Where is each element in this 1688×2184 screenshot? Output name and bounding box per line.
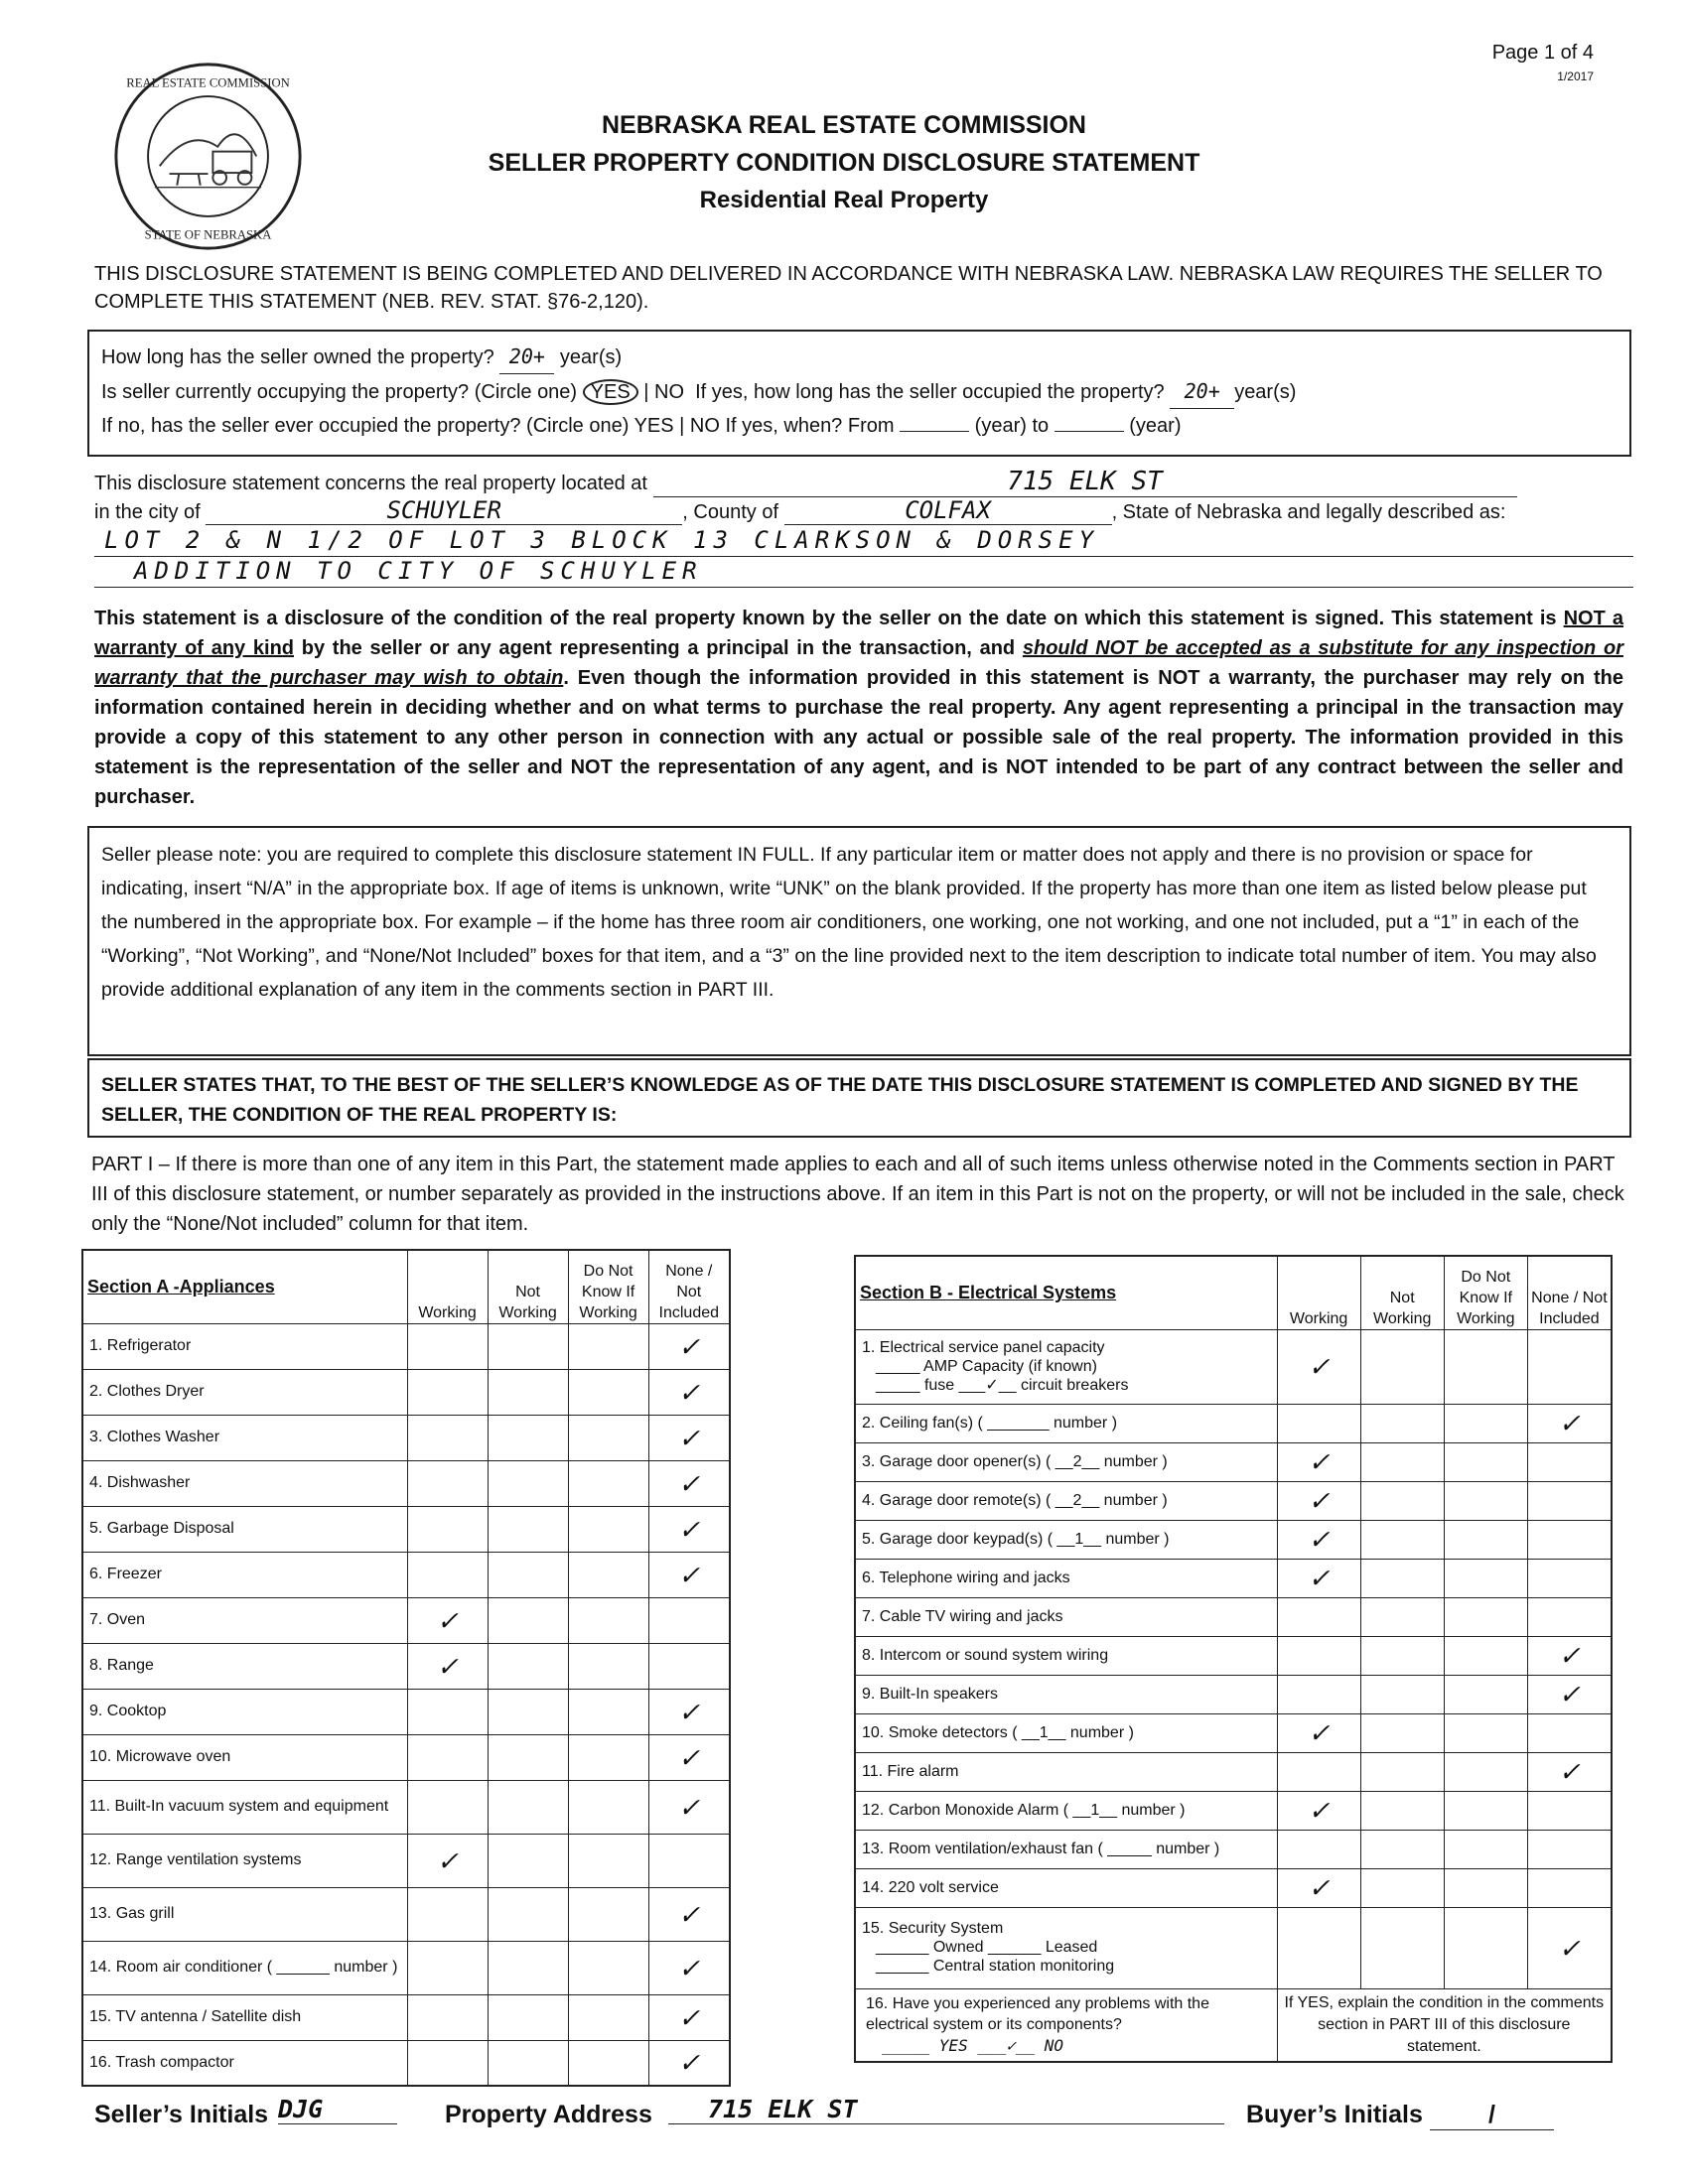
checkbox-cell[interactable] [488, 1597, 568, 1643]
checkbox-cell[interactable] [407, 2040, 488, 2086]
col-do-not-know: Do Not Know If Working [1444, 1256, 1527, 1329]
item-label: 8. Intercom or sound system wiring [855, 1636, 1277, 1675]
checkbox-cell[interactable] [488, 1369, 568, 1415]
checkbox-cell[interactable] [1527, 1559, 1612, 1597]
item-label: 6. Telephone wiring and jacks [855, 1559, 1277, 1597]
checkbox-cell[interactable]: ✓ [407, 1834, 488, 1887]
form-subtitle: Residential Real Property [699, 187, 989, 213]
item-label: 3. Garage door opener(s) ( __2__ number ) [855, 1442, 1277, 1481]
checkbox-cell[interactable]: ✓ [648, 1780, 730, 1834]
section-a-appliances-table [81, 1249, 731, 2087]
checkbox-cell[interactable]: ✓ [648, 2040, 730, 2086]
checkbox-cell[interactable]: ✓ [1277, 1559, 1360, 1597]
page-number: Page 1 of 4 [1491, 42, 1594, 64]
seller-initials-field[interactable]: DJG [278, 2095, 397, 2124]
item-label: 12. Range ventilation systems [82, 1834, 407, 1887]
table-row [855, 1329, 1612, 1404]
item-label: 4. Dishwasher [82, 1460, 407, 1506]
item-label: 3. Clothes Washer [82, 1415, 407, 1460]
checkbox-cell[interactable] [1444, 1442, 1527, 1481]
property-address-field[interactable]: 715 ELK ST [668, 2095, 1224, 2124]
col-none: None / Not Included [1527, 1256, 1612, 1329]
legal-description-line2[interactable]: ADDITION TO CITY OF SCHUYLER [94, 557, 1633, 588]
checkbox-cell[interactable] [407, 1994, 488, 2040]
checkbox-cell[interactable] [407, 1552, 488, 1597]
checkbox-cell[interactable] [1527, 1520, 1612, 1559]
checkbox-cell[interactable] [568, 1834, 648, 1887]
item-label: 10. Microwave oven [82, 1734, 407, 1780]
to-year-field[interactable] [1055, 431, 1124, 432]
form-title-agency: NEBRASKA REAL ESTATE COMMISSION [602, 111, 1086, 139]
checkbox-cell[interactable]: ✓ [407, 1643, 488, 1689]
address-field[interactable]: 715 ELK ST [653, 467, 1517, 497]
table-row [855, 1830, 1612, 1868]
seller-initials-label: Seller’s Initials [94, 2101, 269, 2128]
no-option[interactable]: NO [654, 381, 684, 403]
checkbox-cell[interactable]: ✓ [1527, 1636, 1612, 1675]
checkbox-cell[interactable]: ✓ [1277, 1520, 1360, 1559]
checkbox-cell[interactable] [1360, 1597, 1444, 1636]
checkbox-cell[interactable]: ✓ [1277, 1713, 1360, 1752]
checkbox-cell[interactable]: ✓ [1527, 1752, 1612, 1791]
checkbox-cell[interactable] [407, 1689, 488, 1734]
checkbox-cell[interactable] [1277, 1675, 1360, 1713]
footer [94, 2095, 1633, 2134]
table-row [82, 1689, 730, 1734]
table-row [855, 1520, 1612, 1559]
checkbox-cell[interactable] [1527, 1713, 1612, 1752]
item-label: 9. Built-In speakers [855, 1675, 1277, 1713]
item-label: 13. Room ventilation/exhaust fan ( _____ number ) [855, 1830, 1277, 1868]
checkbox-cell[interactable] [1360, 1675, 1444, 1713]
ever-occupied-question: If no, has the seller ever occupied the property? (Circle one) YES | NO If yes, when? From (year) to (year) [101, 415, 1182, 437]
checkbox-cell[interactable] [568, 1887, 648, 1941]
checkbox-cell[interactable] [568, 2040, 648, 2086]
item-label: 1. Refrigerator [82, 1323, 407, 1369]
q16-answer[interactable]: _____ YES ___✓__ NO [882, 2036, 1064, 2056]
checkbox-cell[interactable] [488, 2040, 568, 2086]
buyer-initials-label: Buyer’s Initials [1246, 2101, 1423, 2128]
checkbox-cell[interactable] [407, 1887, 488, 1941]
table-row [855, 1713, 1612, 1752]
checkbox-cell[interactable] [1444, 1791, 1527, 1830]
checkbox-cell[interactable] [568, 1994, 648, 2040]
q16-note: If YES, explain the condition in the comments section in PART III of this disclosure statement. [1277, 1988, 1612, 2062]
checkbox-cell[interactable] [1360, 1481, 1444, 1520]
checkbox-cell[interactable]: ✓ [648, 1689, 730, 1734]
checkbox-cell[interactable] [568, 1780, 648, 1834]
checkbox-cell[interactable] [1444, 1404, 1527, 1442]
table-row [82, 1460, 730, 1506]
checkbox-cell[interactable]: ✓ [1527, 1404, 1612, 1442]
item-label: 5. Garage door keypad(s) ( __1__ number ) [855, 1520, 1277, 1559]
checkbox-cell[interactable] [1444, 1597, 1527, 1636]
property-location: This disclosure statement concerns the real property located at 715 ELK ST in the city of SCHUYLER , County of COLFAX , State of Nebraska and legally described as: LOT 2 & N 1/2 OF LOT 3 BLOCK 13 CLARKSON & DORSEY ADDITION TO CITY OF SCHUYLER [94, 467, 1633, 588]
item-label: 14. 220 volt service [855, 1868, 1277, 1907]
checkbox-cell[interactable] [1277, 1752, 1360, 1791]
checkbox-cell[interactable] [1527, 1597, 1612, 1636]
checkbox-cell[interactable] [488, 1780, 568, 1834]
checkbox-cell[interactable] [1527, 1868, 1612, 1907]
checkbox-cell[interactable] [1360, 1907, 1444, 1988]
table-row [82, 1415, 730, 1460]
checkbox-cell[interactable] [1360, 1636, 1444, 1675]
county-field[interactable]: COLFAX [784, 496, 1112, 525]
checkbox-cell[interactable] [568, 1941, 648, 1994]
ownership-box [87, 330, 1631, 457]
checkbox-cell[interactable]: ✓ [648, 1369, 730, 1415]
item-label: 13. Gas grill [82, 1887, 407, 1941]
checkbox-cell[interactable] [407, 1941, 488, 1994]
checkbox-cell[interactable]: ✓ [1277, 1442, 1360, 1481]
checkbox-cell[interactable] [1527, 1329, 1612, 1404]
checkbox-cell[interactable]: ✓ [1527, 1907, 1612, 1988]
checkbox-cell[interactable]: ✓ [1277, 1481, 1360, 1520]
checkbox-cell[interactable] [1277, 1404, 1360, 1442]
table-row [82, 1834, 730, 1887]
col-working: Working [407, 1250, 488, 1323]
table-row [82, 1887, 730, 1941]
checkbox-cell[interactable]: ✓ [1277, 1329, 1360, 1404]
city-field[interactable]: SCHUYLER [206, 496, 682, 525]
table-row [82, 1994, 730, 2040]
occupied-years-field[interactable]: 20+ [1170, 374, 1234, 409]
checkbox-cell[interactable]: ✓ [648, 1734, 730, 1780]
checkbox-cell[interactable] [1444, 1752, 1527, 1791]
checkbox-cell[interactable]: ✓ [648, 1460, 730, 1506]
checkbox-cell[interactable] [648, 1643, 730, 1689]
checkbox-cell[interactable] [407, 1460, 488, 1506]
section-b-title: Section B - Electrical Systems [855, 1256, 1277, 1329]
checkbox-cell[interactable] [1527, 1791, 1612, 1830]
checkbox-cell[interactable] [1527, 1481, 1612, 1520]
owned-question: How long has the seller owned the property? 20+ year(s) [101, 340, 1618, 374]
checkbox-cell[interactable] [407, 1506, 488, 1552]
checkbox-cell[interactable]: ✓ [648, 1506, 730, 1552]
item-label: 16. Trash compactor [82, 2040, 407, 2086]
table-row [855, 1675, 1612, 1713]
seller-states-box: SELLER STATES THAT, TO THE BEST OF THE SELLER’S KNOWLEDGE AS OF THE DATE THIS DISCLOSURE STATEMENT IS COMPLETED AND SIGNED BY THE SELLER, THE CONDITION OF THE REAL PROPERTY IS: [87, 1058, 1631, 1138]
item-label: 8. Range [82, 1643, 407, 1689]
table-row [82, 1369, 730, 1415]
q16-electrical-problems: 16. Have you experienced any problems with the electrical system or its components? _____ YES ___✓__ NO [855, 1988, 1277, 2062]
table-row [855, 1868, 1612, 1907]
section-a-title: Section A -Appliances [82, 1250, 407, 1323]
checkbox-cell[interactable] [488, 1323, 568, 1369]
table-row [855, 1791, 1612, 1830]
checkbox-cell[interactable] [407, 1734, 488, 1780]
checkbox-cell[interactable]: ✓ [407, 1597, 488, 1643]
item-label: 10. Smoke detectors ( __1__ number ) [855, 1713, 1277, 1752]
table-row [855, 1481, 1612, 1520]
owned-years-field[interactable]: 20+ [499, 340, 554, 374]
checkbox-cell[interactable] [1277, 1830, 1360, 1868]
occupying-question: Is seller currently occupying the property? (Circle one) YES | NO If yes, how long has the seller occupied the property? 20+ year(s) [101, 374, 1618, 409]
disclaimer-text: This statement is a disclosure of the condition of the real property known by the seller on the date on which this statement is signed. This statement is NOT a warranty of any kind by the seller or any agent representing a principal in the transaction, and should NOT be accepted as a substitute for any inspection or warranty that the purchaser may wish to obtain. Even though the information provided in this statement is NOT a warranty, the purchaser may rely on the information contained herein in deciding whether and on what terms to purchase the real property. Any agent representing a principal in the transaction may provide a copy of this statement to any other person in connection with any actual or possible sale of the real property. The information provided in this statement is the representation of the seller and NOT the representation of any agent, and is NOT intended to be part of any contract between the seller and purchaser. [94, 608, 1623, 808]
checkbox-cell[interactable] [1360, 1791, 1444, 1830]
item-label: 7. Cable TV wiring and jacks [855, 1597, 1277, 1636]
table-row [855, 1442, 1612, 1481]
checkbox-cell[interactable] [568, 1415, 648, 1460]
item-label: 9. Cooktop [82, 1689, 407, 1734]
checkbox-cell[interactable] [648, 1597, 730, 1643]
checkbox-cell[interactable]: ✓ [648, 1887, 730, 1941]
col-none: None / Not Included [648, 1250, 730, 1323]
checkbox-cell[interactable]: ✓ [648, 1552, 730, 1597]
item-label: 12. Carbon Monoxide Alarm ( __1__ number ) [855, 1791, 1277, 1830]
checkbox-cell[interactable]: ✓ [1277, 1868, 1360, 1907]
table-row [82, 2040, 730, 2086]
checkbox-cell[interactable] [407, 1369, 488, 1415]
checkbox-cell[interactable] [1444, 1868, 1527, 1907]
checkbox-cell[interactable]: ✓ [648, 1941, 730, 1994]
item-label: 15. TV antenna / Satellite dish [82, 1994, 407, 2040]
checkbox-cell[interactable] [568, 1597, 648, 1643]
checkbox-cell[interactable] [568, 1689, 648, 1734]
table-row [82, 1552, 730, 1597]
checkbox-cell[interactable] [1277, 1907, 1360, 1988]
checkbox-cell[interactable] [1360, 1442, 1444, 1481]
item-label: 2. Ceiling fan(s) ( _______ number ) [855, 1404, 1277, 1442]
checkbox-cell[interactable] [1360, 1713, 1444, 1752]
yes-circled-option[interactable]: YES [583, 379, 638, 405]
checkbox-cell[interactable] [488, 1734, 568, 1780]
checkbox-cell[interactable]: ✓ [648, 1415, 730, 1460]
checkbox-cell[interactable] [1277, 1636, 1360, 1675]
checkbox-cell[interactable] [1444, 1907, 1527, 1988]
checkbox-cell[interactable] [568, 1460, 648, 1506]
from-year-field[interactable] [900, 431, 969, 432]
item-label: 14. Room air conditioner ( ______ number ) [82, 1941, 407, 1994]
checkbox-cell[interactable] [488, 1643, 568, 1689]
table-row [82, 1941, 730, 1994]
checkbox-cell[interactable] [568, 1552, 648, 1597]
table-row [855, 1404, 1612, 1442]
col-not-working: Not Working [488, 1250, 568, 1323]
checkbox-cell[interactable] [488, 1506, 568, 1552]
checkbox-cell[interactable] [568, 1323, 648, 1369]
checkbox-cell[interactable] [488, 1994, 568, 2040]
table-row [82, 1323, 730, 1369]
col-do-not-know: Do Not Know If Working [568, 1250, 648, 1323]
svg-text:STATE OF NEBRASKA: STATE OF NEBRASKA [144, 227, 272, 242]
checkbox-cell[interactable] [1444, 1559, 1527, 1597]
checkbox-cell[interactable] [1360, 1329, 1444, 1404]
checkbox-cell[interactable] [1444, 1329, 1527, 1404]
checkbox-cell[interactable] [488, 1887, 568, 1941]
checkbox-cell[interactable] [1277, 1597, 1360, 1636]
seller-note-box: Seller please note: you are required to complete this disclosure statement IN FULL. If any particular item or matter does not apply and there is no provision or space for indicating, insert “N/A” in the appropriate box. If age of items is unknown, write “UNK” on the blank provided. If the property has more than one item as listed below please put the numbered in the appropriate box. For example – if the home has three room air conditioners, one working, one not working, and one not included, put a “1” in each of the “Working”, “Not Working”, and “None/Not Included” boxes for that item, and a “3” on the line provided next to the item description to indicate total number of item. You may also provide additional explanation of any item in the comments section in PART III. [87, 826, 1631, 1056]
table-row [82, 1780, 730, 1834]
form-title: SELLER PROPERTY CONDITION DISCLOSURE STATEMENT [488, 149, 1200, 177]
checkbox-cell[interactable] [1360, 1520, 1444, 1559]
checkbox-cell[interactable] [407, 1323, 488, 1369]
checkbox-cell[interactable] [1444, 1713, 1527, 1752]
col-working: Working [1277, 1256, 1360, 1329]
checkbox-cell[interactable] [1360, 1830, 1444, 1868]
checkbox-cell[interactable]: ✓ [1527, 1675, 1612, 1713]
checkbox-cell[interactable] [1444, 1520, 1527, 1559]
item-label: 1. Electrical service panel capacity _____ AMP Capacity (if known) _____ fuse ___✓__ circuit breakers [855, 1329, 1277, 1404]
item-label: 5. Garbage Disposal [82, 1506, 407, 1552]
table-row [82, 1597, 730, 1643]
checkbox-cell[interactable] [488, 1834, 568, 1887]
table-row [82, 1506, 730, 1552]
checkbox-cell[interactable] [1444, 1675, 1527, 1713]
checkbox-cell[interactable] [568, 1643, 648, 1689]
item-label: 11. Fire alarm [855, 1752, 1277, 1791]
checkbox-cell[interactable] [488, 1415, 568, 1460]
checkbox-cell[interactable] [488, 1460, 568, 1506]
form-date: 1/2017 [1557, 69, 1594, 83]
checkbox-cell[interactable] [568, 1506, 648, 1552]
checkbox-cell[interactable] [488, 1941, 568, 1994]
table-row [855, 1907, 1612, 1988]
table-row [855, 1597, 1612, 1636]
checkbox-cell[interactable]: ✓ [648, 1323, 730, 1369]
checkbox-cell[interactable] [648, 1834, 730, 1887]
table-row [82, 1643, 730, 1689]
checkbox-cell[interactable]: ✓ [648, 1994, 730, 2040]
legal-description-line1[interactable]: LOT 2 & N 1/2 OF LOT 3 BLOCK 13 CLARKSON & DORSEY [94, 526, 1633, 557]
item-label: 11. Built-In vacuum system and equipment [82, 1780, 407, 1834]
checkbox-cell[interactable] [1527, 1442, 1612, 1481]
intro-statement: THIS DISCLOSURE STATEMENT IS BEING COMPLETED AND DELIVERED IN ACCORDANCE WITH NEBRASKA LAW. NEBRASKA LAW REQUIRES THE SELLER TO COMPLETE THIS STATEMENT (NEB. REV. STAT. §76-2,120). [94, 263, 1603, 313]
checkbox-cell[interactable] [1360, 1404, 1444, 1442]
item-label: 2. Clothes Dryer [82, 1369, 407, 1415]
item-label: 7. Oven [82, 1597, 407, 1643]
checkbox-cell[interactable] [1444, 1830, 1527, 1868]
item-label: 15. Security System ______ Owned ______ Leased ______ Central station monitoring [855, 1907, 1277, 1988]
section-b-electrical-table [854, 1255, 1613, 2063]
checkbox-cell[interactable] [568, 1369, 648, 1415]
item-label: 4. Garage door remote(s) ( __2__ number ) [855, 1481, 1277, 1520]
checkbox-cell[interactable] [568, 1734, 648, 1780]
part1-instructions: PART I – If there is more than one of any item in this Part, the statement made applies to each and all of such items unless otherwise noted in the Comments section in PART III of this disclosure statement, or number separately as provided in the instructions above. If an item in this Part is not on the property, or will not be included in the sale, check only the “None/Not included” column for that item. [91, 1154, 1624, 1235]
checkbox-cell[interactable] [407, 1415, 488, 1460]
svg-text:REAL ESTATE COMMISSION: REAL ESTATE COMMISSION [126, 75, 290, 90]
checkbox-cell[interactable] [1360, 1752, 1444, 1791]
checkbox-cell[interactable] [1444, 1636, 1527, 1675]
checkbox-cell[interactable] [1360, 1868, 1444, 1907]
item-label: 6. Freezer [82, 1552, 407, 1597]
checkbox-cell[interactable] [488, 1552, 568, 1597]
checkbox-cell[interactable] [1360, 1559, 1444, 1597]
table-row [855, 1559, 1612, 1597]
table-row [855, 1752, 1612, 1791]
checkbox-cell[interactable]: ✓ [1277, 1791, 1360, 1830]
checkbox-cell[interactable] [1444, 1481, 1527, 1520]
table-row [82, 1734, 730, 1780]
checkbox-cell[interactable] [488, 1689, 568, 1734]
property-address-label: Property Address [445, 2101, 652, 2128]
table-row [855, 1636, 1612, 1675]
col-not-working: Not Working [1360, 1256, 1444, 1329]
buyer-initials-field[interactable]: / [1430, 2101, 1554, 2130]
checkbox-cell[interactable] [1527, 1830, 1612, 1868]
checkbox-cell[interactable] [407, 1780, 488, 1834]
